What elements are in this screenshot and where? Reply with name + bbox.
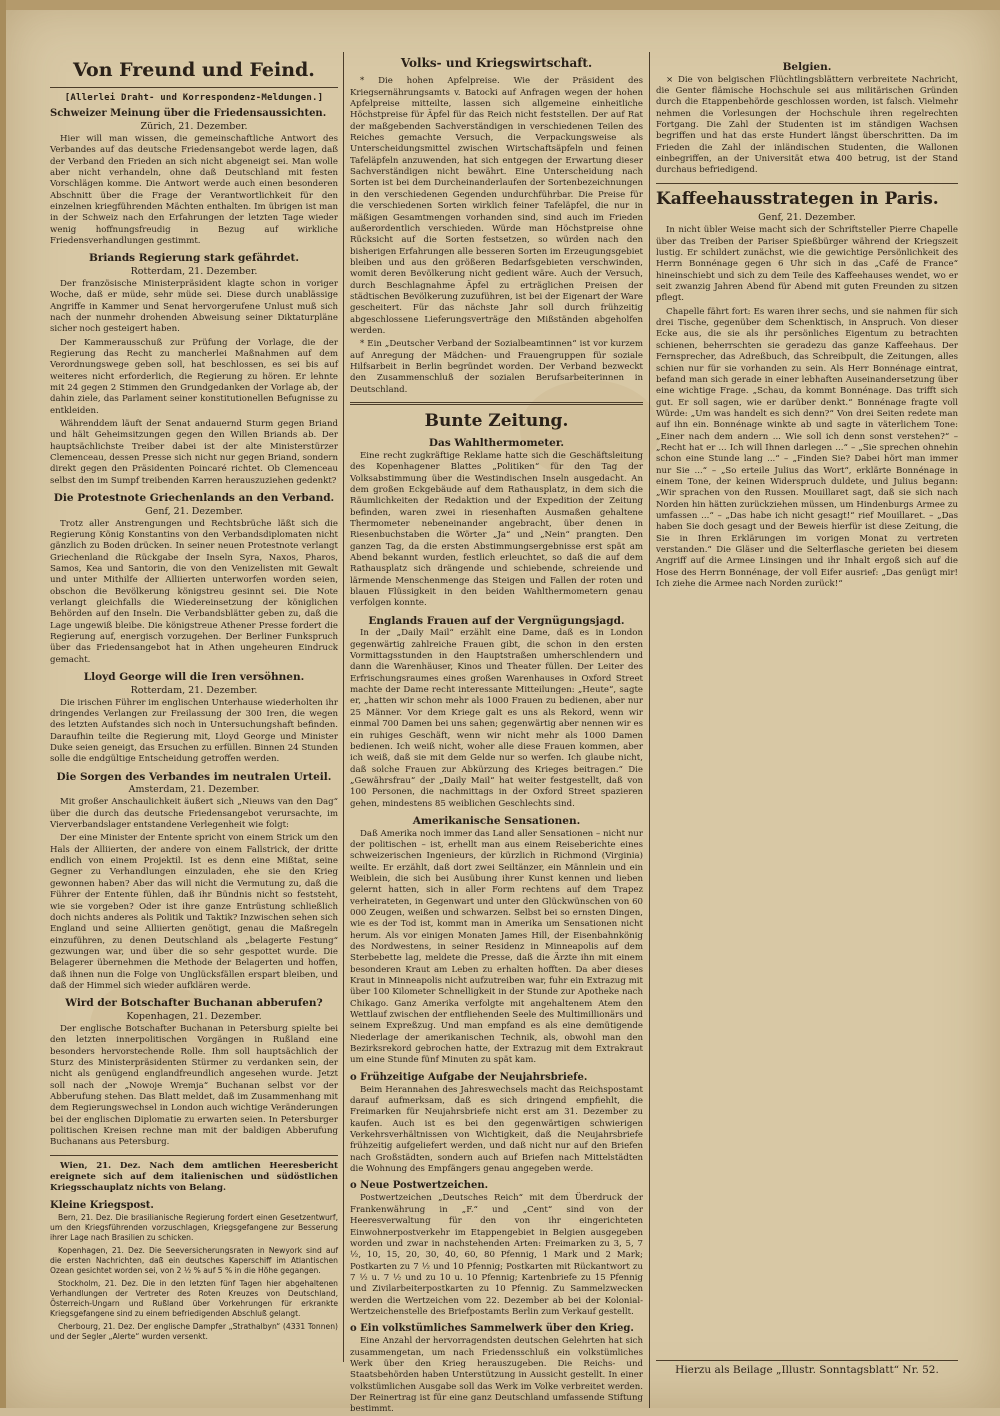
article-headline: Kaffeehausstrategen in Paris. <box>656 188 939 209</box>
article-title: o Neue Postwertzeichen. <box>350 1180 489 1192</box>
news-item: Cherbourg, 21. Dez. Der englische Dampfer „Strathalbyn“ (4331 Tonnen) und der Segler „Alerte“ wurden versenkt. <box>50 1321 338 1341</box>
article <box>50 771 338 992</box>
column-1 <box>50 56 338 1356</box>
article-paragraph: Postwertzeichen „Deutsches Reich“ mit dem Überdruck der Frankenwährung in „F.“ und „Cent“ sind von der Heeresverwaltung für den von ihr eingerichteten Einwohnerpostverkehr im Etappengebiet in Belgien ausgegeben worden und zwar in nachstehenden Arten: Freimarken zu 3, 5, 7 ½, 10, 15, 20, 30, 40, 60, 80 Pfennig, 1 Mark und 2 Mark; Postkarten zu 7 ½ und 10 Pfennig; Postkarten mit Rückantwort zu 7 ½ u. 7 ½ und zu 10 u. 10 Pfennig; Kartenbriefe zu 15 Pfennig und Zivilarbeiterpostkarten zu 10 Pfennig. Zu Sammelzwecken werden die Wertzeichen vom 22. Dezember ab bei der Kolonial-Wertzeichenstelle des Briefpostamts Berlin zum Verkauf gestellt. <box>350 1193 643 1317</box>
article-title: o Frühzeitige Aufgabe der Neujahrsbriefe. <box>350 1071 588 1083</box>
article-dateline: Kopenhagen, 21. Dezember. <box>126 1010 262 1022</box>
article-paragraph: Der eine Minister der Entente spricht von einem Strick um den Hals der Alliierten, der andere von einem Fallstrick, der dritte endlich von einem Projektil. Ist es denn eine Mißtat, seine Gegner zu Verhandlungen einzuladen, ehe sie den Krieg gewonnen haben? Aber das will nicht die Vermutung zu, daß die Führer der Entente fühlen, daß ihr Bündnis nicht so feststeht, wie sie vorgeben? Oder ist ihre ganze Entrüstung schließlich doch nichts anderes als Politik und Taktik? Inzwischen sehen sich England und seine Alliierten genötigt, genau die Maßregeln einzuführen, zu denen Deutschland als „belagerte Festung“ gezwungen war, und über die so sehr gespottet wurde. Die Belagerer übernehmen die Methode der Belagerten und hoffen, daß ihnen nun die Folge von Unglücksfällen erspart bleiben, und daß der Himmel sich wieder aufklären werde. <box>50 833 338 991</box>
article-paragraph: * Ein „Deutscher Verband der Sozialbeamtinnen“ ist vor kurzem auf Anregung der Mädchen- und Frauengruppen für soziale Hilfsarbeit in Berlin begründet worden. Der Verband bezweckt den Zusammenschluß der sozialen Berufsarbeiterinnen in Deutschland. <box>350 339 643 395</box>
article-title: Schweizer Meinung über die Friedensaussichten. <box>50 107 327 119</box>
article-paragraph: Hier will man wissen, die gemeinschaftliche Antwort des Verbandes auf das deutsche Friedensangebot werde lagen, daß der Verband den Frieden an sich nicht abgeneigt sei. Man wolle aber nicht verhandeln, ohne daß Deutschland mit festen Vorschlägen komme. Die Antwort werde auch einen besonderen Abschnitt über die Frage der Verantwortlichkeit für den einzelnen kriegführenden Mächten enthalten. Im übrigen ist man in der Schweiz nach den Erfahrungen der letzten Tage wieder wenig hoffnungsfreudig in Bezug auf wirkliche Friedensverhandlungen gestimmt. <box>50 133 338 246</box>
article-paragraph: Eine recht zugkräftige Reklame hatte sich die Geschäftsleitung des Kopenhagener Blattes „Politiken“ für den Tag der Volksabstimmung über die Westindischen Inseln ausgedacht. An dem großen Eckgebäude auf dem Rathausplatz, in dem sich die Räumlichkeiten der Redaktion und der Expedition der Zeitung befinden, waren zwei in riesenhaften Ausmaßen gehaltene Thermometer nebeneinander angebracht, über denen in Riesenbuchstaben die Wörter „Ja“ und „Nein“ prangten. Den ganzen Tag, da die ersten Abstimmungsergebnisse erst spät am Abend bekannt wurden, festlich erleuchtet, so daß die auf dem Rathausplatz sich drängende und schiebende, schreiende und lärmende Menschenmenge das Steigen und Fallen der roten und blauen Flüssigkeit in den beiden Wahlthermometern genau verfolgen konnte. <box>350 451 643 609</box>
section-title: Von Freund und Feind. <box>73 59 315 81</box>
paper-edge-left <box>0 0 6 1408</box>
article <box>50 997 338 1148</box>
article-dateline: Rotterdam, 21. Dezember. <box>130 265 258 277</box>
article-paragraph: * Die hohen Apfelpreise. Wie der Präsident des Kriegsernährungsamts v. Batocki auf Anfragen wegen der hohen Apfelpreise mitteilte, lassen sich allgemeine einheitliche Höchstpreise für Äpfel für das Reich nicht feststellen. Der auf Rat der maßgebenden Sachverständigen in verschiedenen Teilen des Reiches gemachte Versuch, die Verpackungsweise als Unterscheidungsmittel zwischen Wirtschaftsäpfeln und feinen Tafeläpfeln anzuwenden, hat sich entgegen der Erwartung dieser Sachverständigen nicht bewährt. Eine Unterscheidung nach Sorten ist bei dem Durcheinanderlaufen der Sortenbezeichnungen in den verschiedenen Gegenden undurchführbar. Die Preise für die verschiedenen Sorten wirklich feiner Tafeläpfel, die nur in mäßigen Gesamtmengen vorhanden sind, sind auch im Frieden außerordentlich verschieden. Würde man Höchstpreise ohne Rücksicht auf die Sorten festsetzen, so würden nach den bisherigen Erfahrungen alle besseren Sorten im Erzeugungsgebiet bleiben und aus den größeren Bedarfsgebieten verschwinden, womit deren Bevölkerung nicht gedient wäre. Auch der Versuch, durch Beschlagnahme Äpfel zu erträglichen Preisen der städtischen Bevölkerung zuzuführen, ist bei der Eigenart der Ware gescheitert. Für das nächste Jahr soll durch frühzeitig abgeschlossene Lieferungsverträge den Mißständen abgeholfen werden. <box>350 76 643 336</box>
article-paragraph: Daß Amerika noch immer das Land aller Sensationen – nicht nur der politischen – ist, erhellt man aus einem Reiseberichte eines schweizerischen Ingenieurs, der kürzlich in Richmond (Virginia) weilte. Er erzählt, daß dort zwei Seiltänzer, ein Männlein und ein Weiblein, die sich bei Ausübung ihrer Kunst kennen und lieben gelernt hatten, sich in aller Form rechtens auf dem Trapez verheirateten, in Gegenwart und unter den Glückwünschen von 60 000 Zeugen, weißen und schwarzen. Selbst bei so ernsten Dingen, wie es der Tod ist, kommt man in Amerika um Sensationen nicht herum. Als vor einigen Monaten James Hill, der Eisenbahnkönig des Nordwestens, in seiner Residenz in Minneapolis auf dem Sterbebette lag, meldete die Presse, daß die Ärzte ihn mit einem besonderen Kraut am Leben zu erhalten hofften. Da aber dieses Kraut in Minneapolis nicht aufzutreiben war, fuhr ein Extrazug mit über 100 Kilometer Schnelligkeit in der Stunde zur Apotheke nach Chikago. Ganz Amerika verfolgte mit angehaltenem Atem den Wettlauf zwischen der entfliehenden Seele des Multimillionärs und seinem Expreßzug. Und man empfand es als eine demütigende Niederlage der amerikanischen Technik, als, obwohl man den Bezirksrekord gebrochen hatte, der Extrazug mit dem Extrakraut um eine Stunde fünf Minuten zu spät kam. <box>350 828 643 1066</box>
article-paragraph: In nicht übler Weise macht sich der Schriftsteller Pierre Chapelle über das Treiben der Pariser Spießbürger während der Kriegszeit lustig. Er schildert zunächst, wie die gewichtige Persönlichkeit des Herrn Bonnénage gegen 6 Uhr sich in das „Café de France“ hineinschiebt und sich zu dem Teile des Kaffeehauses wendet, wo er seit zwanzig Jahren Abend für Abend mit guten Freunden zu sitzen pflegt. <box>656 225 958 304</box>
article <box>350 1180 643 1318</box>
belgien-title: Belgien. <box>782 61 832 73</box>
divider <box>50 1155 338 1156</box>
article-paragraph: Beim Herannahen des Jahreswechsels macht das Reichspostamt darauf aufmerksam, daß es sich dringend empfiehlt, die Freimarken für Neujahrsbriefe nicht erst am 31. Dezember zu kaufen. Auch ist es bei den gegenwärtigen schwierigen Verkehrsverhältnissen von Wichtigkeit, daß die Neujahrsbriefe frühzeitig aufgeliefert werden, und daß nicht nur auf den Briefen nach Großstädten, sondern auch auf Briefen nach Mittelstädten die Wohnung des Empfängers genau angegeben werde. <box>350 1084 643 1175</box>
news-item: Kopenhagen, 21. Dez. Die Seeversicherungsraten in Newyork sind auf die ersten Nachrichten, daß ein deutsches Kaperschiff im Atlantischen Ozean gesichtet worden sei, von 2 ½ % auf 5 % in die Höhe gegangen. <box>50 1245 338 1275</box>
wien-report: Wien, 21. Dez. Nach dem amtlichen Heeresbericht ereignete sich auf dem italienischen und südöstlichen Kriegsschauplatz nichts von Belang. <box>50 1160 338 1194</box>
article-dateline: Genf, 21. Dezember. <box>145 505 243 517</box>
article-paragraph: Der englische Botschafter Buchanan in Petersburg spielte bei den letzten innerpolitischen Vorgängen in Rußland eine besonders hervorstechende Rolle. Ihm soll hauptsächlich der Sturz des Ministerpräsidenten Stürmer zu verdanken sein, der nicht als genügend englandfreundlich angesehen wurde. Jetzt soll nach der „Nowoje Wremja“ Buchanan selbst vor der Abberufung stehen. Das Blatt meldet, daß im Zusammenhang mit dem Regierungswechsel in London auch wichtige Veränderungen bei der englischen Diplomatie zu erwarten seien. In Petersburger politischen Kreisen rechne man mit der baldigen Abberufung Buchanans aus Petersburg. <box>50 1023 338 1148</box>
article-paragraph: Währenddem läuft der Senat andauernd Sturm gegen Briand und hält Geheimsitzungen gegen den Willen Briands ab. Der hauptsächlichste Treiber dabei ist der alte Ministerstürzer Clemenceau, dessen Presse sich nicht nur gegen Briand, sondern direkt gegen den Präsidenten Poincaré richtet. Ob Clemenceau selbst den im Sumpf treibenden Karren herauszuziehen gedenkt? <box>50 419 338 486</box>
article <box>350 437 643 609</box>
article-paragraph: Der Kammerausschuß zur Prüfung der Vorlage, die der Regierung das Recht zu mancherlei Maßnahmen auf dem Verordnungswege geben soll, hat beschlossen, es sei bis auf weiteres nicht erforderlich, die Regierung zu hören. Er lehnte mit 24 gegen 2 Stimmen den Grundgedanken der Vorlage ab, der dahin ziele, das Parlament seiner konstitutionellen Befugnisse zu entkleiden. <box>50 337 338 416</box>
article-title: Lloyd George will die Iren versöhnen. <box>83 671 305 684</box>
article-title: Wird der Botschafter Buchanan abberufen? <box>65 997 323 1010</box>
article-dateline: Genf, 21. Dezember. <box>758 212 856 224</box>
article-paragraph: Die irischen Führer im englischen Unterhause wiederholten ihr dringendes Verlangen zur Freilassung der 300 Iren, die wegen des letzten Aufstandes sich noch in Untersuchungshaft befinden. Daraufhin teilte die Regierung mit, Lloyd George und Minister Duke seien geneigt, das Ersuchen zu erfüllen. Binnen 24 Stunden solle die endgültige Entscheidung getroffen werden. <box>50 697 338 765</box>
column-3 <box>656 56 958 1374</box>
article <box>50 252 338 487</box>
article-dateline: Rotterdam, 21. Dezember. <box>130 684 258 696</box>
article-paragraph: Trotz aller Anstrengungen und Rechtsbrüche läßt sich die Regierung König Konstantins von den Verbandsdiplomaten nicht gänzlich zu Boden drücken. In seiner neuen Protestnote verlangt Griechenland die Rückgabe der Inseln Syra, Naxos, Pharos, Samos, Kea und Santorin, die von den Venizelisten mit Gewalt und unter Mithilfe der Alliierten unterworfen worden seien, obschon die Bevölkerung königstreu gesinnt sei. Die Note verlangt gleichfalls die Wiedereinsetzung der königlichen Behörden auf den Inseln. Die Verbandsblätter geben zu, daß die Lage ungewiß bleibe. Die königstreue Athener Presse fordert die Regierung auf, energisch vorzugehen. Der Berliner Funkspruch über das Friedensangebot hat in Athen ungeheuren Eindruck gemacht. <box>50 518 338 665</box>
column-2 <box>350 56 643 1415</box>
article <box>350 1072 643 1176</box>
paper-edge-top <box>0 0 1000 10</box>
column-rule <box>649 52 650 1408</box>
divider <box>350 402 643 405</box>
divider <box>656 183 958 184</box>
article-paragraph: × Die von belgischen Flüchtlingsblättern verbreitete Nachricht, die Genter flämische Hochschule sei aus militärischen Gründen durch die Etappenbehörde geschlossen worden, ist falsch. Vielmehr nehmen die Vorlesungen der Hochschule ihren regelrechten Fortgang. Die Zahl der Studenten ist im ständigen Wachsen begriffen und hat das erste Hundert längst überschritten. Da im Frieden die Zahl der inländischen Studenten, die Wallonen einbegriffen, an der Universität etwa 400 betrug, ist der Stand durchaus befriedigend. <box>656 74 958 176</box>
article-paragraph: In der „Daily Mail“ erzählt eine Dame, daß es in London gegenwärtig zahlreiche Frauen gibt, die schon in den ersten Vormittagsstunden in den Hauptstraßen umherschlendern und dann die Warenhäuser, Kinos und Theater füllen. Der Leiter des Erfrischungsraumes eines großen Warenhauses in Oxford Street machte der Dame recht interessante Mitteilungen: „Heute“, sagte er, „hatten wir schon mehr als 1000 Frauen zu bedienen, aber nur 25 Männer. Vor dem Kriege galt es uns als Rekord, wenn wir einmal 700 Damen bei uns sahen; gegenwärtig aber nennen wir es ein ruhiges Geschäft, wenn wir nicht mehr als 1000 Damen bedienen. Ich weiß nicht, woher alle diese Frauen kommen, aber ich weiß, daß sie mit dem Gelde nur so werfen. Ich glaube nicht, daß solche Frauen zur Abkürzung des Krieges beitragen.“ Die „Gewährsfrau“ der „Daily Mail“ hat weiter festgestellt, daß von 100 Personen, die nachmittags in der Oxford Street spazieren gehen, mindestens 85 weiblichen Geschlechts sind. <box>350 628 643 809</box>
supplement-note: Hierzu als Beilage „Illustr. Sonntagsblatt“ Nr. 52. <box>656 1360 958 1376</box>
news-item: Bern, 21. Dez. Die brasilianische Regierung fordert einen Gesetzentwurf, um den Kriegsführenden vorzuschlagen, Kriegsgefangene zur Besserung ihrer Lage nach Brasilien zu schicken. <box>50 1212 338 1242</box>
article-title: Amerikanische Sensationen. <box>412 814 581 827</box>
column-rule <box>343 52 344 1362</box>
article-title: Die Sorgen des Verbandes im neutralen Urteil. <box>56 770 332 783</box>
article-title: o Ein volkstümliches Sammelwerk über den Krieg. <box>350 1323 634 1335</box>
article-paragraph: Mit großer Anschaulichkeit äußert sich „Nieuws van den Dag“ über die durch das deutsche Friedensangebot verursachte, im Vierverbandslager entstandene Verlegenheit wie folgt: <box>50 797 338 831</box>
article-title: Briands Regierung stark gefährdet. <box>88 252 300 265</box>
bunte-zeitung-title: Bunte Zeitung. <box>424 411 569 432</box>
kleine-kriegspost-title: Kleine Kriegspost. <box>50 1199 154 1211</box>
article <box>50 108 338 247</box>
news-item: Stockholm, 21. Dez. Die in den letzten fünf Tagen hier abgehaltenen Verhandlungen der Vertreter des Roten Kreuzes von Deutschland, Österreich-Ungarn und Rußland über Vorkehrungen für erkrankte Kriegsgefangene sind zu einem befriedigenden Abschluß gelangt. <box>50 1278 338 1318</box>
article <box>350 615 643 810</box>
article-title: Englands Frauen auf der Vergnügungsjagd. <box>368 614 625 627</box>
article-paragraph: Der französische Ministerpräsident klagte schon in voriger Woche, daß er müde, sehr müde sei. Diese durch unablässige Angriffe in Kammer und Senat hervorgerufene Unlust muß sich nach der nunmehr drohenden Abweisung seiner Diktaturpläne sicher noch gesteigert haben. <box>50 278 338 335</box>
article <box>350 815 643 1067</box>
article <box>350 1323 643 1415</box>
article-title: Die Protestnote Griechenlands an den Verband. <box>53 492 335 505</box>
divider <box>50 87 338 88</box>
article-dateline: Zürich, 21. Dezember. <box>140 120 248 132</box>
article-paragraph: Eine Anzahl der hervorragendsten deutschen Gelehrten hat sich zusammengetan, um nach Friedensschluß ein volkstümliches Werk über den Krieg herauszugeben. Die Reichs- und Staatsbehörden haben Unterstützung in Aussicht gestellt. In einer volkstümlichen Ausgabe soll das Werk im Volke verbreitet werden. Der Reinertrag ist für eine ganz Deutschland umfassende Stiftung bestimmt. <box>350 1336 643 1415</box>
article <box>50 671 338 766</box>
section-subtitle: [Allerlei Draht- und Korrespondenz-Meldungen.] <box>64 92 324 103</box>
article <box>50 492 338 666</box>
article-paragraph: Chapelle fährt fort: Es waren ihrer sechs, und sie nahmen für sich drei Tische, gegenüber dem Schenktisch, in Anspruch. Von dieser Ecke aus, die sie als ihr persönliches Eigentum zu betrachten schienen, beherrschten sie geradezu das ganze Kaffeehaus. Der Fernsprecher, das Adreßbuch, das Schreibpult, die Zeitungen, alles schien nur für sie vorhanden zu sein. Als Herr Bonnénage eintrat, befand man sich gerade in einer lebhaften Auseinandersetzung über eine wichtige Frage. „Schau, da kommt Bonnénage. Das trifft sich gut. Er soll sagen, wie er darüber denkt.“ Bonnénage fragte voll Würde: „Um was handelt es sich denn?“ Von drei Seiten redete man auf ihn ein. Bonnénage winkte ab und sagte in väterlichem Tone: „Einer nach dem andern ... Wie soll ich denn sonst verstehen?“ – „Recht hat er ... Ich will Ihnen darlegen ...“ – „Sie sprechen ohnehin schon eine Stunde lang ...“ – „Finden Sie? Dabei hört man immer nur Sie ...“ – „So erteile Julius das Wort“, erklärte Bonnénage in einem Tone, der keinen Widerspruch duldete, und Julius begann: „Wir sprachen von den Russen. Mouillaret sagt, daß sie sich nach Norden hin hätten zurückziehen müssen, um Hindenburgs Armee zu umfassen ...“ – „Das habe ich nicht gesagt!“ rief Mouillaret. – „Das haben Sie doch gesagt und der Beweis hierfür ist diese Zeitung, die Sie in Ihren Erklärungen im vorigen Monat zu vertreten verstanden.“ Die Gläser und die Selterflasche gerieten bei diesem Angriff auf die Armee Linsingen und ihr Inhalt ergoß sich auf die Hose des Herrn Bonnénage, der voll Eifer ausrief: „Das genügt mir! Ich ziehe die Armee nach Norden zurück!“ <box>656 306 958 590</box>
section-title: Volks- und Kriegswirtschaft. <box>400 56 593 70</box>
article-title: Das Wahlthermometer. <box>428 437 565 450</box>
article-dateline: Amsterdam, 21. Dezember. <box>128 784 260 796</box>
